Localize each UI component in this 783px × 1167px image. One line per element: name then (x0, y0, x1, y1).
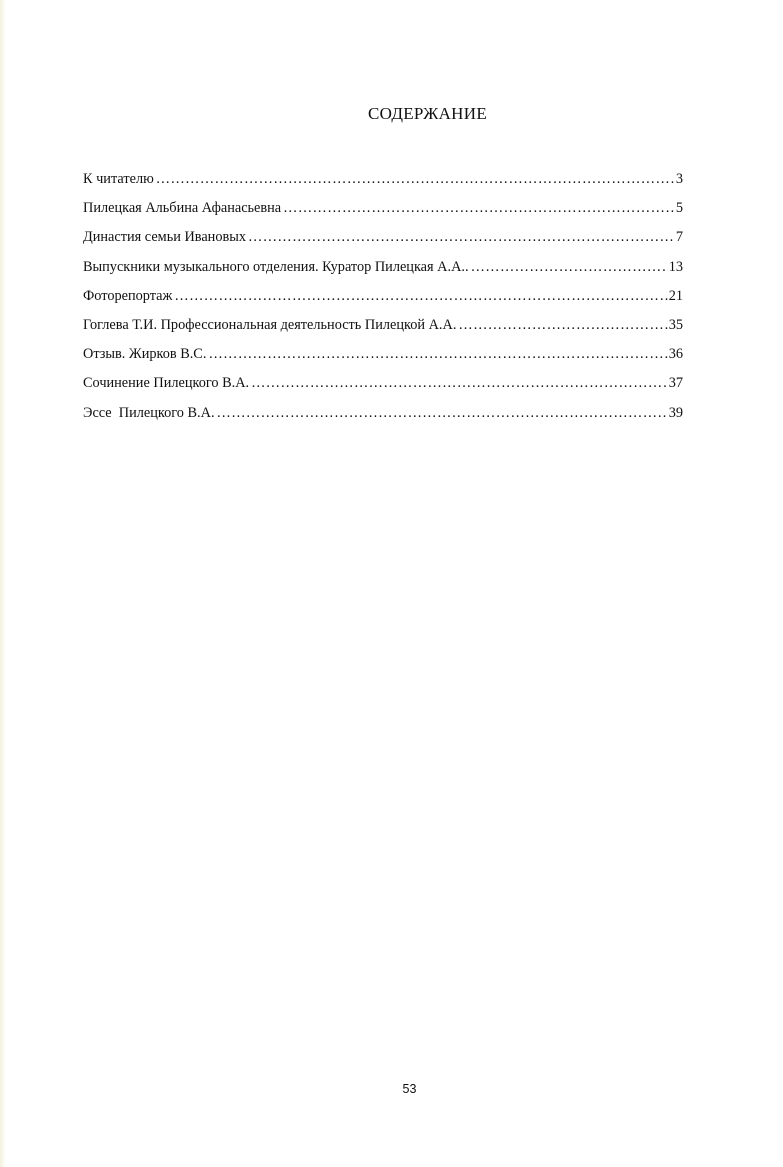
toc-entry[interactable] (83, 342, 683, 371)
toc-entry[interactable] (83, 401, 683, 430)
table-of-contents (83, 167, 683, 430)
dot-leader (251, 371, 668, 395)
toc-entry[interactable] (83, 284, 683, 313)
toc-entry-page: 7 (675, 229, 683, 246)
toc-entry-title: Отзыв. Жирков В.С. (83, 346, 207, 363)
toc-entry-page: 35 (668, 316, 683, 333)
toc-entry-title: К читателю (83, 171, 154, 187)
toc-entry-title: Сочинение Пилецкого В.А. (83, 375, 250, 392)
page-number: 53 (402, 1082, 417, 1096)
dot-leader (217, 401, 668, 425)
dot-leader (471, 255, 668, 279)
toc-entry-page: 37 (668, 375, 683, 392)
dot-leader (283, 196, 675, 220)
toc-entry[interactable] (83, 255, 683, 284)
toc-entry-page: 21 (668, 287, 683, 304)
toc-entry-title: Выпускники музыкального отделения. Куратор Пилецкая А.А.. (83, 258, 469, 275)
dot-leader (208, 342, 667, 366)
dot-leader (156, 167, 675, 191)
toc-entry-title: Эссе Пилецкого В.А. (83, 404, 215, 421)
toc-entry-page: 39 (668, 404, 683, 421)
toc-entry-page: 3 (675, 171, 683, 187)
toc-entry[interactable] (83, 313, 683, 342)
toc-entry[interactable] (83, 167, 683, 196)
toc-heading: СОДЕРЖАНИЕ (367, 104, 488, 123)
toc-entry-title: Фоторепортаж (83, 287, 173, 304)
toc-entry-title: Династия семьи Ивановых (83, 229, 246, 246)
toc-entry[interactable] (83, 225, 683, 254)
toc-entry-page: 5 (675, 200, 683, 217)
toc-entry-page: 36 (668, 346, 683, 363)
dot-leader (174, 284, 667, 308)
toc-entry-title: Гоглева Т.И. Профессиональная деятельность Пилецкой А.А. (83, 316, 457, 333)
dot-leader (458, 313, 667, 337)
toc-entry-title: Пилецкая Альбина Афанасьевна (83, 200, 282, 217)
dot-leader (248, 225, 675, 249)
toc-entry[interactable] (83, 196, 683, 225)
toc-entry-page: 13 (668, 258, 683, 275)
toc-entry[interactable] (83, 371, 683, 400)
